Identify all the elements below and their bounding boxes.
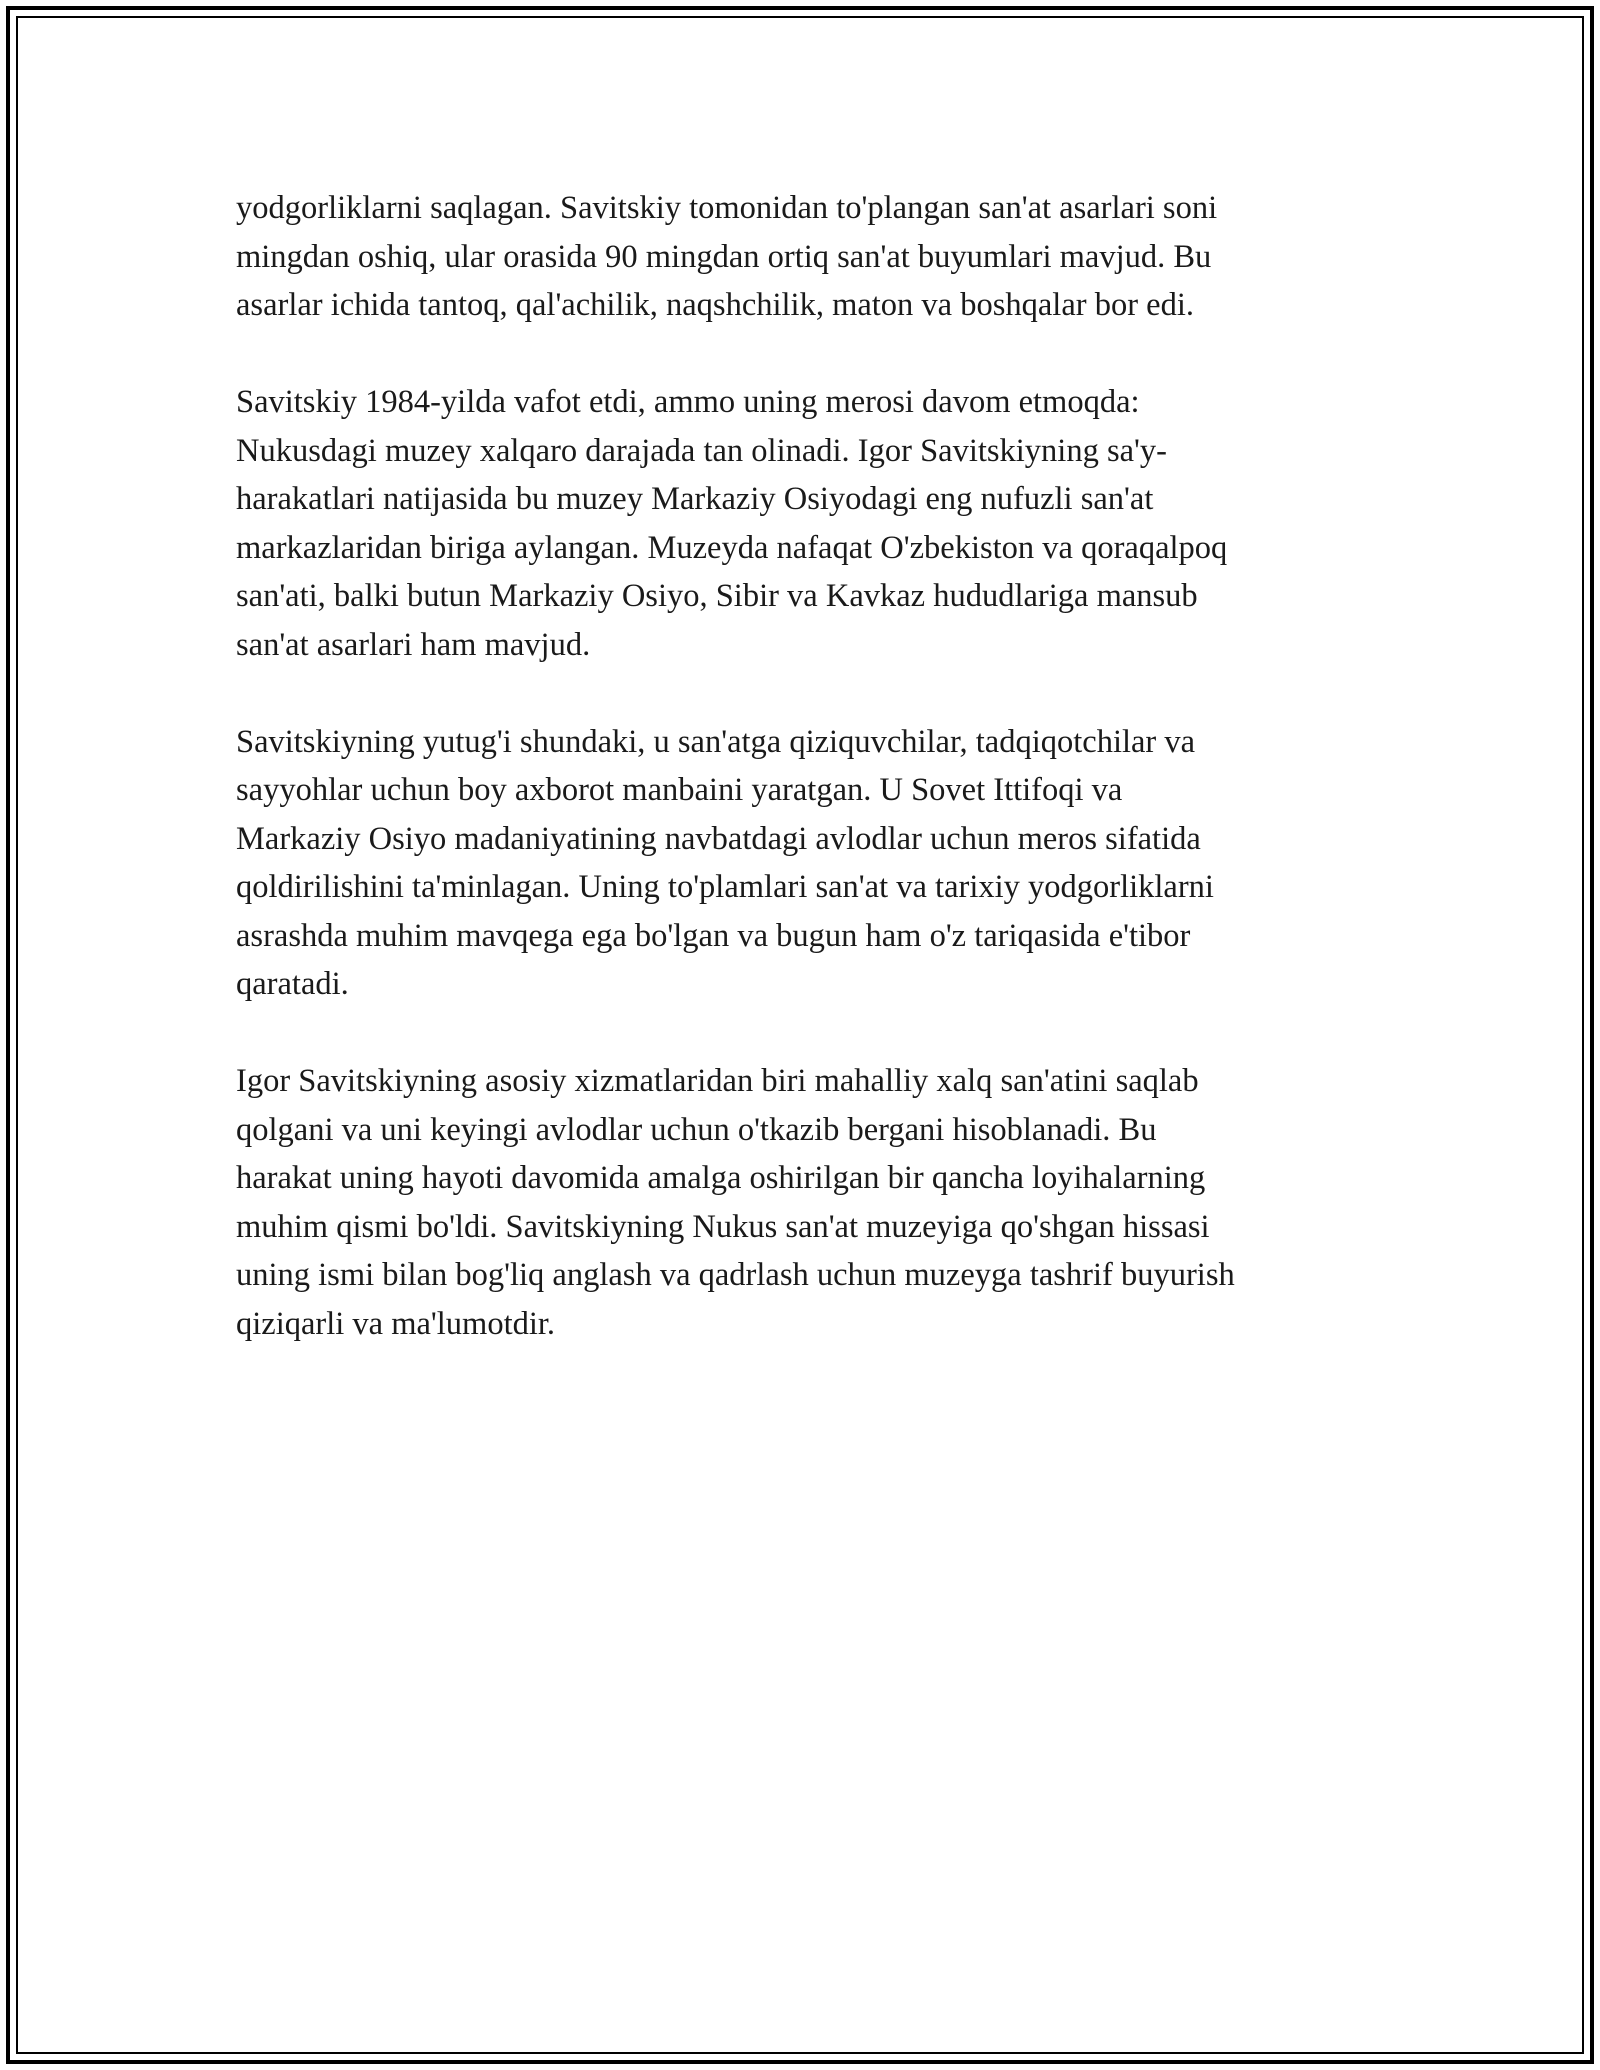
text-line: yodgorliklarni saqlagan. Savitskiy tomonidan to'plangan san'at asarlari soni: [236, 190, 1218, 226]
text-line: qolgani va uni keyingi avlodlar uchun o'tkazib bergani hisoblanadi. Bu: [236, 1111, 1157, 1148]
text-line: harakatlari natijasida bu muzey Markaziy Osiyodagi eng nufuzli san'at: [236, 481, 1154, 517]
text-line: Nukusdagi muzey xalqaro darajada tan olinadi. Igor Savitskiyning sa'y-: [236, 432, 1167, 469]
text-line: san'at asarlari ham mavjud.: [236, 626, 591, 663]
text-line: qiziqarli va ma'lumotdir.: [236, 1305, 556, 1342]
paragraph-4: [236, 1057, 1376, 1348]
text-line: Markaziy Osiyo madaniyatining navbatdagi avlodlar uchun meros sifatida: [236, 820, 1201, 857]
text-line: sayyohlar uchun boy axborot manbaini yaratgan. U Sovet Ittifoqi va: [236, 772, 1123, 808]
paragraph-2: [236, 378, 1376, 669]
text-line: qoldirilishini ta'minlagan. Uning to'plamlari san'at va tarixiy yodgorliklarni: [236, 869, 1214, 905]
text-line: harakat uning hayoti davomida amalga oshirilgan bir qancha loyihalarning: [236, 1160, 1206, 1196]
text-line: uning ismi bilan bog'liq anglash va qadrlash uchun muzeyga tashrif buyurish: [236, 1257, 1235, 1293]
paragraph-3: [236, 718, 1376, 1009]
text-line: Savitskiyning yutug'i shundaki, u san'atga qiziquvchilar, tadqiqotchilar va: [236, 723, 1196, 760]
document-body: [236, 184, 1376, 1397]
text-line: markazlaridan biriga aylangan. Muzeyda nafaqat O'zbekiston va qoraqalpoq: [236, 529, 1228, 566]
text-line: asrashda muhim mavqega ega bo'lgan va bugun ham o'z tariqasida e'tibor: [236, 917, 1191, 954]
text-line: qaratadi.: [236, 966, 349, 1002]
text-line: san'ati, balki butun Markaziy Osiyo, Sibir va Kavkaz hududlariga mansub: [236, 578, 1198, 614]
text-line: Igor Savitskiyning asosiy xizmatlaridan biri mahalliy xalq san'atini saqlab: [236, 1063, 1199, 1099]
text-line: muhim qismi bo'ldi. Savitskiyning Nukus san'at muzeyiga qo'shgan hissasi: [236, 1208, 1210, 1245]
paragraph-1: [236, 184, 1376, 330]
text-line: Savitskiy 1984-yilda vafot etdi, ammo uning merosi davom etmoqda:: [236, 384, 1140, 420]
text-line: asarlar ichida tantoq, qal'achilik, naqshchilik, maton va boshqalar bor edi.: [236, 287, 1194, 323]
text-line: mingdan oshiq, ular orasida 90 mingdan ortiq san'at buyumlari mavjud. Bu: [236, 238, 1212, 275]
